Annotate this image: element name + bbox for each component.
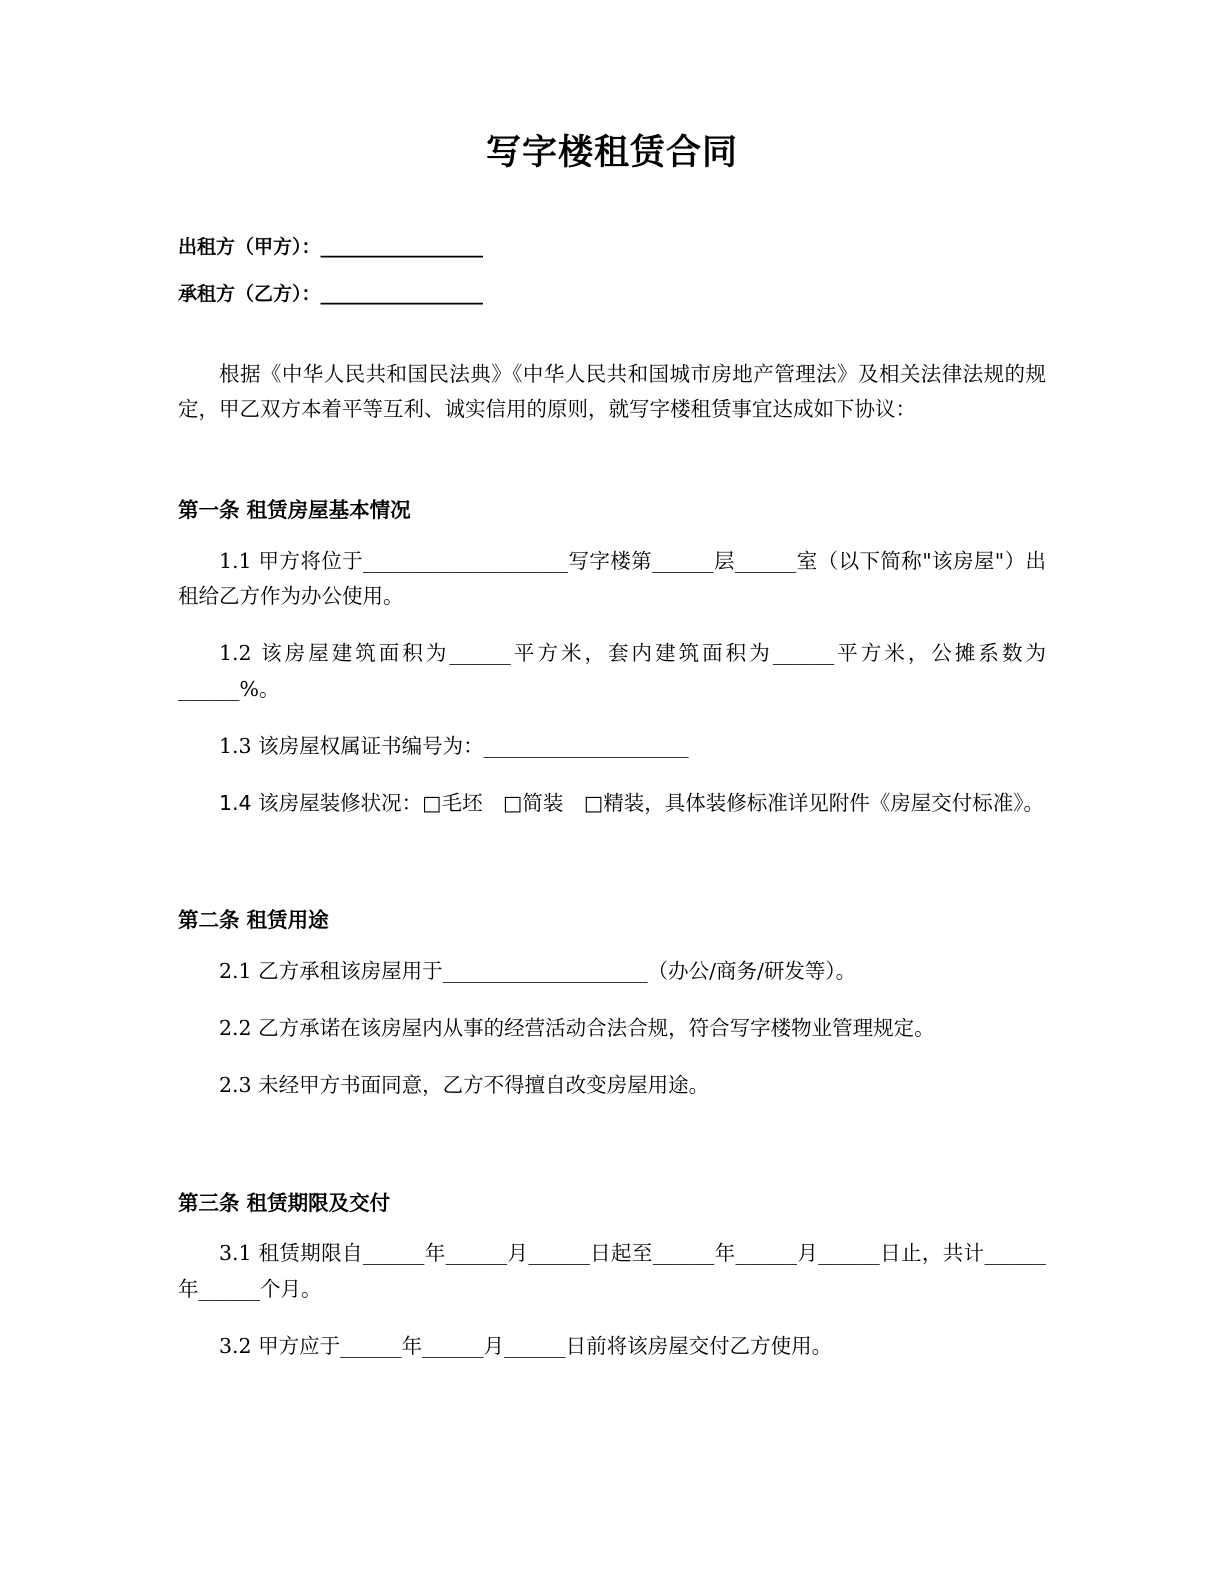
clause-1-2: 1.2 该房屋建筑面积为______平方米，套内建筑面积为______平方米，公摊系数为______%。 <box>178 641 1046 701</box>
tenant-party-label: 承租方（乙方）： <box>178 282 321 305</box>
clause-1-1: 1.1 甲方将位于____________________写字楼第______层______室（以下简称"该房屋"）出租给乙方作为办公使用。 <box>178 548 1046 609</box>
clause-1-3: 1.3 该房屋权属证书编号为：____________________ <box>219 733 689 758</box>
landlord-party-line <box>178 235 1046 258</box>
clause-2-3: 2.3 未经甲方书面同意，乙方不得擅自改变房屋用途。 <box>219 1073 710 1098</box>
section-heading-1: 第一条 租赁房屋基本情况 <box>178 498 411 523</box>
landlord-party-blank[interactable]: __________________ <box>320 235 483 258</box>
landlord-party-label: 出租方（甲方）： <box>178 235 321 258</box>
clause-3-1: 3.1 租赁期限自______年______月______日起至______年______月______日止，共计______年______个月。 <box>178 1241 1046 1301</box>
clause-2-2: 2.2 乙方承诺在该房屋内从事的经营活动合法合规，符合写字楼物业管理规定。 <box>219 1016 935 1041</box>
tenant-party-blank[interactable]: __________________ <box>320 282 483 305</box>
page-title: 写字楼租赁合同 <box>485 133 738 173</box>
party-block <box>178 235 1046 305</box>
section-heading-2: 第二条 租赁用途 <box>178 908 329 933</box>
preamble-paragraph: 根据《中华人民共和国民法典》《中华人民共和国城市房地产管理法》及相关法律法规的规定，甲乙双方本着平等互利、诚实信用的原则，就写字楼租赁事宜达成如下协议： <box>178 361 1046 421</box>
clause-1-4: 1.4 该房屋装修状况：□毛坯 □简装 □精装，具体装修标准详见附件《房屋交付标准》。 <box>219 791 1044 816</box>
tenant-party-line <box>178 282 1046 305</box>
clause-3-2: 3.2 甲方应于______年______月______日前将该房屋交付乙方使用。 <box>219 1333 833 1358</box>
section-heading-3: 第三条 租赁期限及交付 <box>178 1190 391 1215</box>
clause-2-1: 2.1 乙方承租该房屋用于____________________（办公/商务/研发等）。 <box>219 958 857 983</box>
